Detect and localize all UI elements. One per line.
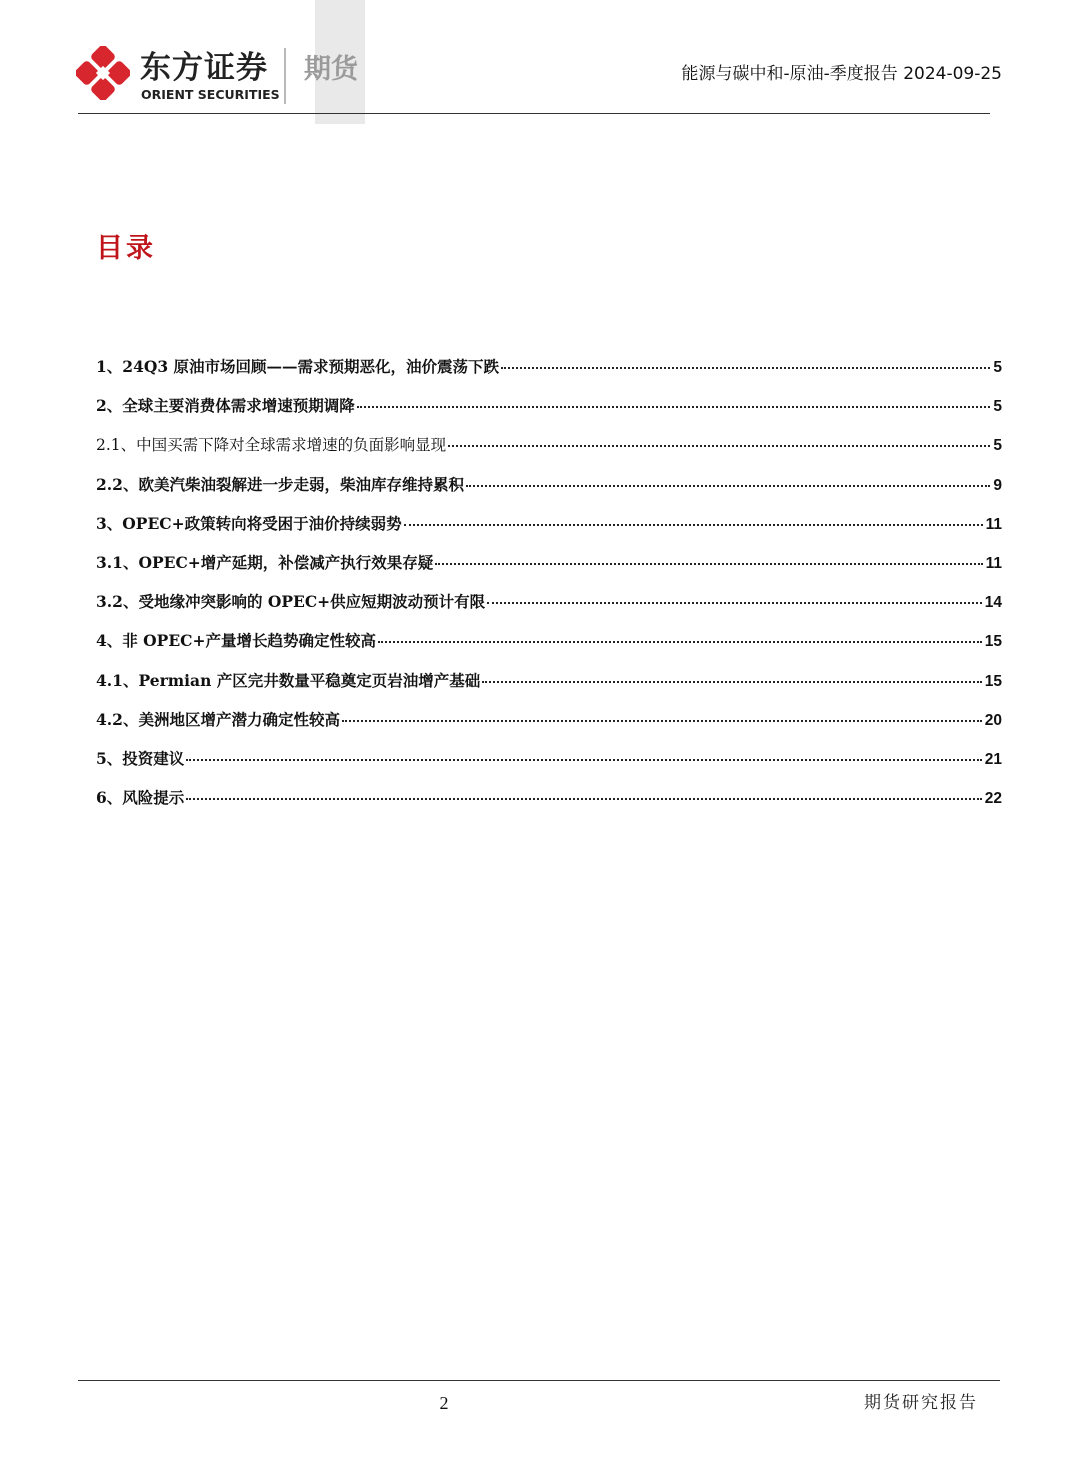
toc-entry[interactable] <box>96 670 1002 709</box>
toc-entry-page: 15 <box>984 672 1002 690</box>
toc-dot-leader <box>378 641 982 643</box>
toc-entry[interactable] <box>96 630 1002 669</box>
toc-entry-page: 11 <box>985 515 1002 533</box>
toc-dot-leader <box>466 485 990 487</box>
toc-entry-label: 5、投资建议 <box>96 748 185 768</box>
toc-entry-label: 2、全球主要消费体需求增速预期调降 <box>96 396 355 416</box>
toc-entry-page: 5 <box>993 398 1002 416</box>
toc-dot-leader <box>186 798 981 800</box>
toc-dot-leader <box>342 720 982 722</box>
toc-dot-leader <box>482 681 982 683</box>
toc-dot-leader <box>357 406 991 408</box>
toc-entry-page: 15 <box>984 633 1002 651</box>
toc-heading: 目录 <box>96 233 156 264</box>
toc-entry-label: 4.2、美洲地区增产潜力确定性较高 <box>96 709 340 729</box>
orient-securities-logo-icon <box>76 46 130 100</box>
toc-entry-page: 22 <box>984 790 1002 808</box>
logo-chinese-name: 东方证券 <box>140 50 268 86</box>
toc-entry-page: 20 <box>984 711 1002 729</box>
toc-entry[interactable] <box>96 591 1002 630</box>
toc-list <box>96 356 1002 826</box>
toc-entry-page: 5 <box>993 437 1002 455</box>
toc-entry-label: 4.1、Permian 产区完井数量平稳奠定页岩油增产基础 <box>96 670 481 690</box>
logo-english-name: ORIENT SECURITIES <box>141 87 280 102</box>
toc-dot-leader <box>404 524 983 526</box>
logo-suffix: 期货 <box>304 54 358 85</box>
toc-dot-leader <box>435 563 982 565</box>
toc-entry-label: 3、OPEC+政策转向将受困于油价持续弱势 <box>96 513 402 533</box>
toc-entry-label: 4、非 OPEC+产量增长趋势确定性较高 <box>96 631 376 651</box>
toc-entry[interactable] <box>96 709 1002 748</box>
toc-entry-label: 2.2、欧美汽柴油裂解进一步走弱，柴油库存维持累积 <box>96 474 464 494</box>
toc-entry-label: 3.1、OPEC+增产延期，补偿减产执行效果存疑 <box>96 552 434 572</box>
report-title: 能源与碳中和-原油-季度报告 2024-09-25 <box>681 64 1002 84</box>
toc-entry[interactable] <box>96 474 1002 513</box>
toc-entry-label: 1、24Q3 原油市场回顾——需求预期恶化，油价震荡下跌 <box>96 357 500 376</box>
toc-entry[interactable] <box>96 552 1002 591</box>
toc-entry-page: 9 <box>993 476 1002 494</box>
toc-entry-label: 3.2、受地缘冲突影响的 OPEC+供应短期波动预计有限 <box>96 592 486 612</box>
toc-entry[interactable] <box>96 513 1002 552</box>
footer-page-number: 2 <box>439 1393 449 1413</box>
toc-dot-leader <box>186 759 981 761</box>
toc-entry-label: 6、风险提示 <box>96 788 185 808</box>
footer-label: 期货研究报告 <box>864 1393 978 1413</box>
toc-entry[interactable] <box>96 787 1002 826</box>
toc-dot-leader <box>487 602 982 604</box>
toc-entry-page: 14 <box>984 594 1002 612</box>
header-rule <box>78 113 990 114</box>
toc-dot-leader <box>501 367 990 369</box>
toc-entry-label: 2.1、中国买需下降对全球需求增速的负面影响显现 <box>96 436 447 455</box>
toc-entry[interactable] <box>96 434 1002 473</box>
footer-rule <box>78 1380 1000 1381</box>
toc-entry[interactable] <box>96 395 1002 434</box>
toc-entry-page: 21 <box>984 750 1002 768</box>
toc-entry-page: 11 <box>985 554 1002 572</box>
toc-entry[interactable] <box>96 356 1002 395</box>
logo-divider <box>284 48 286 104</box>
toc-entry-page: 5 <box>993 359 1002 376</box>
toc-dot-leader <box>448 445 990 447</box>
toc-entry[interactable] <box>96 748 1002 787</box>
